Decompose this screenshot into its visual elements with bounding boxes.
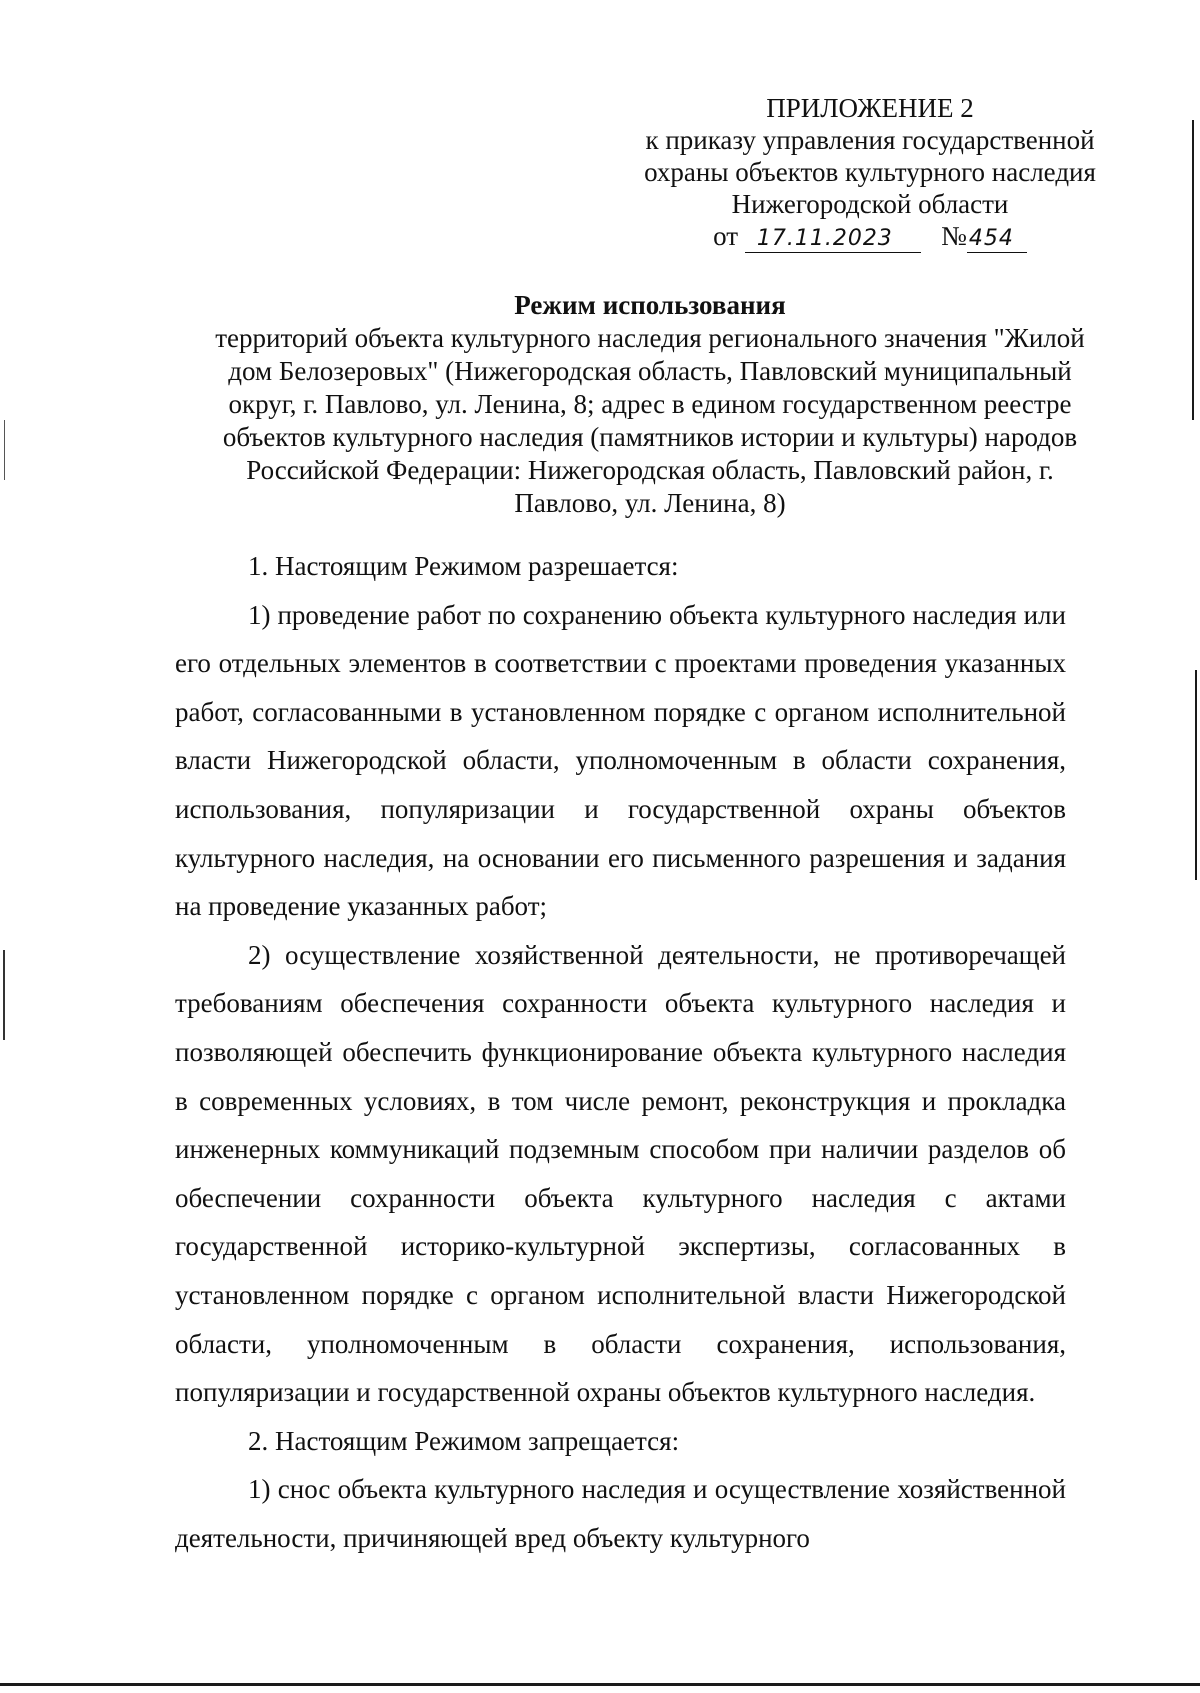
scan-edge-bottom [0,1683,1200,1686]
section-2-heading: 2. Настоящим Режимом запрещается: [248,1425,680,1456]
scan-edge-left-2 [3,950,5,1040]
scan-edge-right-top [1192,120,1194,420]
document-body [175,542,1066,1562]
section-1-heading: 1. Настоящим Режимом разрешается: [248,551,679,581]
number-prefix: № [941,221,967,251]
section-1-item-1: 1) проведение работ по сохранению объекта культурного наследия или его отдельных элементов в соответствии с проектами проведения указанных работ, согласованными в установленном порядке с органом исполнительной власти Нижегородской области, уполномоченным в области сохранения, использования, популяризации и государственной охраны объектов культурного наследия, на основании его письменного разрешения и задания на проведение указанных работ; [175,599,1066,922]
order-number-value: 454 [967,226,1027,253]
appendix-header [600,92,1140,253]
document-title-block [150,289,1150,520]
document-title: Режим использования [514,290,786,320]
order-date-line [600,220,1140,253]
document-subtitle: территорий объекта культурного наследия регионального значения "Жилой дом Белозеровых" (Нижегородская область, Павловский муниципальный округ, г. Павлово, ул. Ленина, 8; адрес в едином государственном реестре объектов культурного наследия (памятников истории и культуры) народов Российской Федерации: Нижегородская область, Павловский район, г. Павлово, ул. Ленина, 8) [215,323,1085,518]
appendix-line-1: к приказу управления государственной [645,125,1095,155]
scan-edge-right-mid [1195,670,1197,880]
appendix-title: ПРИЛОЖЕНИЕ 2 [766,93,974,123]
order-date-value: 17.11.2023 [745,226,921,253]
appendix-line-2: охраны объектов культурного наследия [644,157,1096,187]
scan-edge-left [4,420,5,480]
section-2-item-1: 1) снос объекта культурного наследия и осуществление хозяйственной деятельности, причиняющей вред объекту культурного [175,1474,1066,1553]
section-1-item-2: 2) осуществление хозяйственной деятельности, не противоречащей требованиям обеспечения сохранности объекта культурного наследия и позволяющей обеспечить функционирование объекта культурного наследия в современных условиях, в том числе ремонт, реконструкция и прокладка инженерных коммуникаций подземным способом при наличии разделов об обеспечении сохранности объекта культурного наследия с актами государственной историко-культурной экспертизы, согласованных в установленном порядке с органом исполнительной власти Нижегородской области, уполномоченным в области сохранения, использования, популяризации и государственной охраны объектов культурного наследия. [175,939,1066,1408]
appendix-line-3: Нижегородской области [731,189,1009,219]
date-prefix: от [713,221,739,251]
